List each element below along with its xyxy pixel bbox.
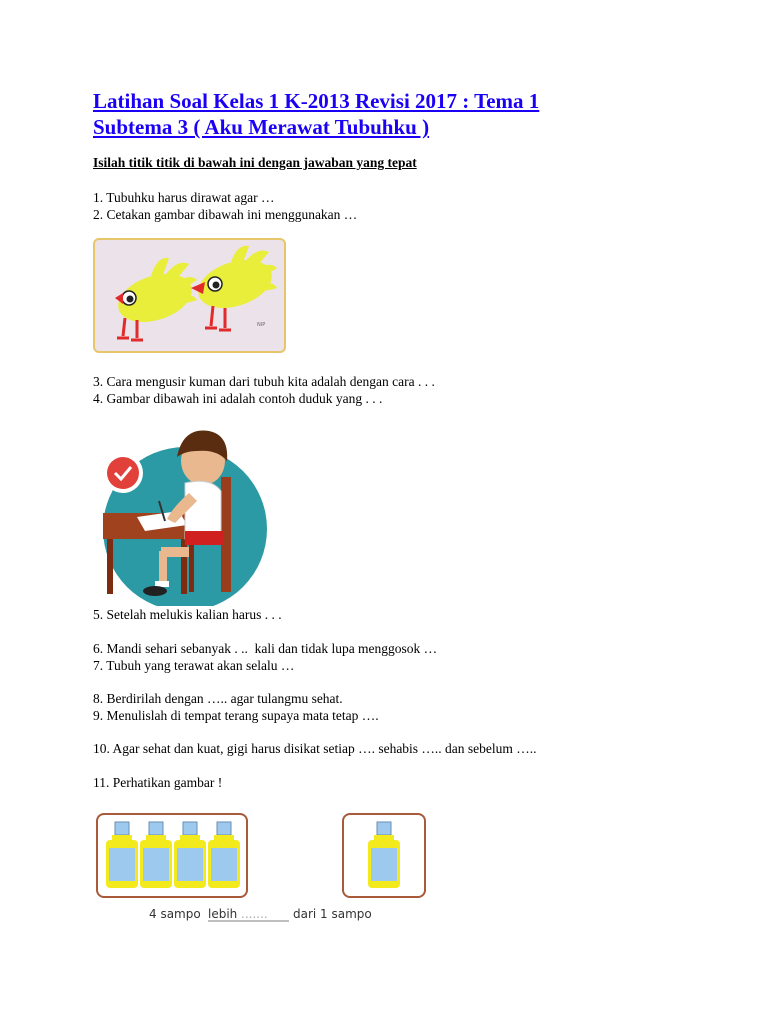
question-2: 2. Cetakan gambar dibawah ini menggunakan … — [93, 207, 358, 222]
shampoo-bottles-image — [93, 812, 428, 924]
caption-left: 4 sampo — [149, 907, 201, 921]
question-11: 11. Perhatikan gambar ! — [93, 775, 223, 790]
sitting-boy-image — [93, 421, 271, 606]
page-title-link[interactable] — [93, 88, 693, 140]
title-line-1[interactable]: Latihan Soal Kelas 1 K-2013 Revisi 2017 : Tema 1 — [93, 89, 540, 113]
question-8: 8. Berdirilah dengan ….. agar tulangmu sehat. — [93, 691, 343, 706]
question-10: 10. Agar sehat dan kuat, gigi harus disikat setiap …. sehabis ….. dan sebelum ….. — [93, 741, 537, 756]
instruction-text: Isilah titik titik di bawah ini dengan jawaban yang tepat — [93, 155, 417, 170]
svg-text:NIP: NIP — [257, 322, 266, 328]
question-7: 7. Tubuh yang terawat akan selalu … — [93, 658, 295, 673]
question-9: 9. Menulislah di tempat terang supaya mata tetap …. — [93, 708, 379, 723]
check-badge — [107, 457, 139, 489]
question-4: 4. Gambar dibawah ini adalah contoh duduk yang . . . — [93, 391, 383, 406]
question-3: 3. Cara mengusir kuman dari tubuh kita adalah dengan cara . . . — [93, 374, 435, 389]
title-line-2[interactable]: Subtema 3 ( Aku Merawat Tubuhku ) — [93, 115, 430, 139]
caption-mid: lebih — [208, 907, 238, 921]
question-5: 5. Setelah melukis kalian harus . . . — [93, 607, 282, 622]
handprint-chicks-image — [93, 238, 286, 353]
caption-right: dari 1 sampo — [293, 907, 372, 921]
question-1: 1. Tubuhku harus dirawat agar … — [93, 190, 275, 205]
caption-blank: ....... — [241, 907, 268, 921]
question-6: 6. Mandi sehari sebanyak . .. kali dan tidak lupa menggosok … — [93, 641, 438, 656]
